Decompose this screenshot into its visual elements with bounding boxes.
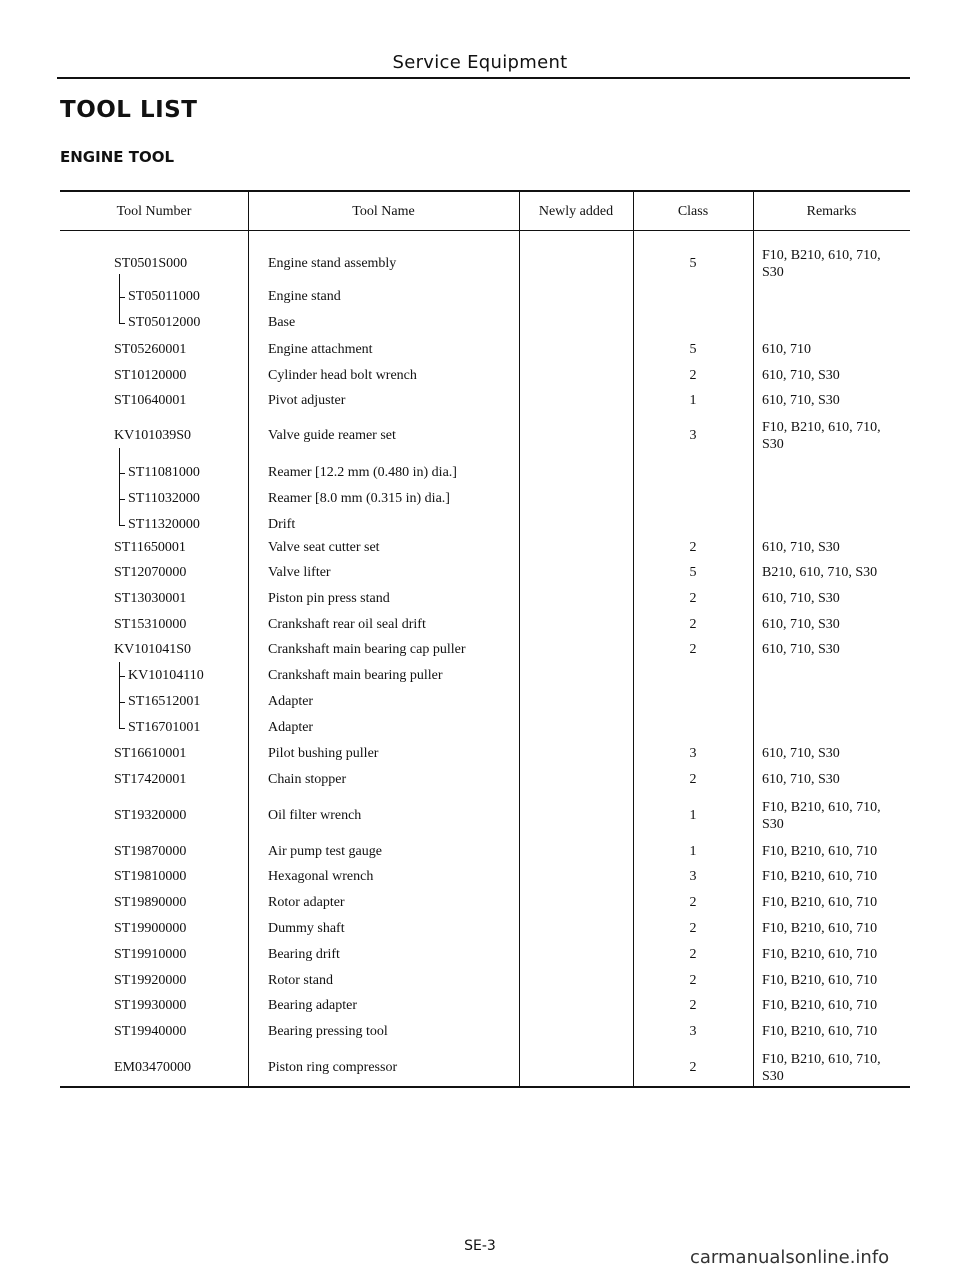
- tool-name: Hexagonal wrench: [268, 869, 374, 884]
- tool-number: EM03470000: [114, 1060, 191, 1075]
- tool-class: 2: [689, 998, 697, 1013]
- column-divider: [753, 190, 754, 1088]
- tool-name: Reamer [8.0 mm (0.315 in) dia.]: [268, 491, 450, 506]
- tool-remarks: F10, B210, 610, 710: [762, 947, 878, 962]
- column-divider: [248, 190, 249, 1088]
- tool-name: Oil filter wrench: [268, 808, 362, 823]
- tool-number: ST11650001: [114, 540, 186, 555]
- tool-class: 2: [689, 895, 697, 910]
- header-rule: [57, 77, 910, 79]
- tool-number: KV101041S0: [114, 642, 192, 657]
- tool-number: KV101039S0: [114, 428, 192, 443]
- tool-class: 2: [689, 947, 697, 962]
- sub-component-bracket: [119, 448, 120, 525]
- sub-component-bracket: [119, 662, 120, 728]
- tool-class: 2: [689, 591, 697, 606]
- tool-name: Bearing pressing tool: [268, 1024, 388, 1039]
- tool-name: Base: [268, 315, 296, 330]
- running-header: Service Equipment: [392, 52, 568, 73]
- tool-remarks: S30: [762, 437, 784, 452]
- tool-number: ST13030001: [114, 591, 187, 606]
- tool-name: Adapter: [268, 694, 314, 709]
- tool-number: ST16701001: [128, 720, 201, 735]
- tool-class: 2: [689, 617, 697, 632]
- tool-class: 5: [689, 256, 697, 271]
- tool-remarks: S30: [762, 265, 784, 280]
- tool-name: Piston pin press stand: [268, 591, 390, 606]
- tool-remarks: 610, 710, S30: [762, 746, 840, 761]
- header-newly-added: Newly added: [538, 204, 614, 219]
- tool-name: Chain stopper: [268, 772, 347, 787]
- tool-table: [60, 190, 910, 1090]
- tool-remarks: F10, B210, 610, 710: [762, 921, 878, 936]
- tool-remarks: F10, B210, 610, 710: [762, 1024, 878, 1039]
- tool-number: ST05011000: [128, 289, 200, 304]
- tool-remarks: 610, 710, S30: [762, 393, 840, 408]
- tool-number: ST05012000: [128, 315, 201, 330]
- tool-class: 1: [689, 808, 697, 823]
- tool-number: ST05260001: [114, 342, 187, 357]
- table-bottom-rule: [60, 1086, 910, 1088]
- tool-remarks: 610, 710, S30: [762, 642, 840, 657]
- tool-remarks: 610, 710, S30: [762, 617, 840, 632]
- tool-name: Crankshaft rear oil seal drift: [268, 617, 426, 632]
- tool-name: Crankshaft main bearing cap puller: [268, 642, 466, 657]
- table-header-rule: [60, 230, 910, 231]
- tool-class: 1: [689, 393, 697, 408]
- tool-number: ST16610001: [114, 746, 187, 761]
- tool-name: Engine stand: [268, 289, 341, 304]
- table-top-rule: [60, 190, 910, 192]
- tool-number: ST19900000: [114, 921, 187, 936]
- tool-class: 2: [689, 973, 697, 988]
- tool-class: 2: [689, 368, 697, 383]
- tool-name: Air pump test gauge: [268, 844, 382, 859]
- tool-name: Engine attachment: [268, 342, 373, 357]
- tool-class: 3: [689, 869, 697, 884]
- tool-number: ST10120000: [114, 368, 187, 383]
- tool-name: Bearing drift: [268, 947, 340, 962]
- tool-name: Pivot adjuster: [268, 393, 346, 408]
- tool-remarks: 610, 710, S30: [762, 540, 840, 555]
- tool-name: Dummy shaft: [268, 921, 345, 936]
- tool-number: ST19940000: [114, 1024, 187, 1039]
- tool-class: 2: [689, 642, 697, 657]
- tool-number: ST0501S000: [114, 256, 188, 271]
- tool-class: 3: [689, 1024, 697, 1039]
- tool-class: 2: [689, 772, 697, 787]
- tool-name: Valve lifter: [268, 565, 331, 580]
- tool-number: ST10640001: [114, 393, 187, 408]
- tool-class: 2: [689, 921, 697, 936]
- tool-name: Drift: [268, 517, 296, 532]
- tool-remarks: B210, 610, 710, S30: [762, 565, 878, 580]
- tool-number: ST19890000: [114, 895, 187, 910]
- watermark: carmanualsonline.info: [690, 1247, 890, 1268]
- tool-name: Bearing adapter: [268, 998, 358, 1013]
- tool-name: Piston ring compressor: [268, 1060, 398, 1075]
- header-tool-number: Tool Number: [116, 204, 192, 219]
- tool-number: ST11081000: [128, 465, 200, 480]
- tool-number: ST11032000: [128, 491, 200, 506]
- bracket-tick: [119, 525, 125, 526]
- page-number: SE-3: [464, 1238, 496, 1254]
- tool-remarks: F10, B210, 610, 710: [762, 895, 878, 910]
- tool-name: Engine stand assembly: [268, 256, 397, 271]
- tool-name: Pilot bushing puller: [268, 746, 379, 761]
- tool-name: Adapter: [268, 720, 314, 735]
- tool-class: 3: [689, 428, 697, 443]
- header-class: Class: [677, 204, 709, 219]
- tool-number: KV10104110: [128, 668, 204, 683]
- section-title: ENGINE TOOL: [60, 148, 175, 166]
- sub-component-bracket: [119, 274, 120, 323]
- tool-remarks: F10, B210, 610, 710: [762, 869, 878, 884]
- tool-class: 5: [689, 342, 697, 357]
- tool-remarks: F10, B210, 610, 710,: [762, 248, 881, 263]
- tool-name: Cylinder head bolt wrench: [268, 368, 417, 383]
- tool-remarks: F10, B210, 610, 710: [762, 998, 878, 1013]
- tool-name: Rotor stand: [268, 973, 333, 988]
- column-divider: [519, 190, 520, 1088]
- tool-name: Reamer [12.2 mm (0.480 in) dia.]: [268, 465, 457, 480]
- tool-remarks: 610, 710, S30: [762, 591, 840, 606]
- tool-number: ST19930000: [114, 998, 187, 1013]
- tool-number: ST11320000: [128, 517, 200, 532]
- tool-remarks: F10, B210, 610, 710,: [762, 420, 881, 435]
- tool-remarks: F10, B210, 610, 710,: [762, 1052, 881, 1067]
- tool-number: ST19810000: [114, 869, 187, 884]
- tool-number: ST19910000: [114, 947, 187, 962]
- tool-name: Valve seat cutter set: [268, 540, 380, 555]
- tool-class: 1: [689, 844, 697, 859]
- header-tool-name: Tool Name: [352, 204, 415, 219]
- tool-number: ST19870000: [114, 844, 187, 859]
- tool-number: ST19920000: [114, 973, 187, 988]
- tool-number: ST19320000: [114, 808, 187, 823]
- tool-remarks: 610, 710, S30: [762, 368, 840, 383]
- tool-class: 5: [689, 565, 697, 580]
- tool-remarks: F10, B210, 610, 710,: [762, 800, 881, 815]
- tool-name: Crankshaft main bearing puller: [268, 668, 443, 683]
- tool-class: 2: [689, 1060, 697, 1075]
- tool-number: ST12070000: [114, 565, 187, 580]
- tool-remarks: S30: [762, 1069, 784, 1084]
- header-remarks: Remarks: [806, 204, 857, 219]
- tool-remarks: 610, 710, S30: [762, 772, 840, 787]
- tool-remarks: F10, B210, 610, 710: [762, 973, 878, 988]
- page-title: TOOL LIST: [60, 97, 198, 123]
- bracket-tick: [119, 323, 125, 324]
- tool-number: ST17420001: [114, 772, 187, 787]
- tool-number: ST16512001: [128, 694, 201, 709]
- tool-remarks: 610, 710: [762, 342, 811, 357]
- tool-remarks: S30: [762, 817, 784, 832]
- tool-number: ST15310000: [114, 617, 187, 632]
- bracket-tick: [119, 728, 125, 729]
- tool-name: Rotor adapter: [268, 895, 345, 910]
- tool-class: 3: [689, 746, 697, 761]
- tool-remarks: F10, B210, 610, 710: [762, 844, 878, 859]
- tool-name: Valve guide reamer set: [268, 428, 396, 443]
- tool-class: 2: [689, 540, 697, 555]
